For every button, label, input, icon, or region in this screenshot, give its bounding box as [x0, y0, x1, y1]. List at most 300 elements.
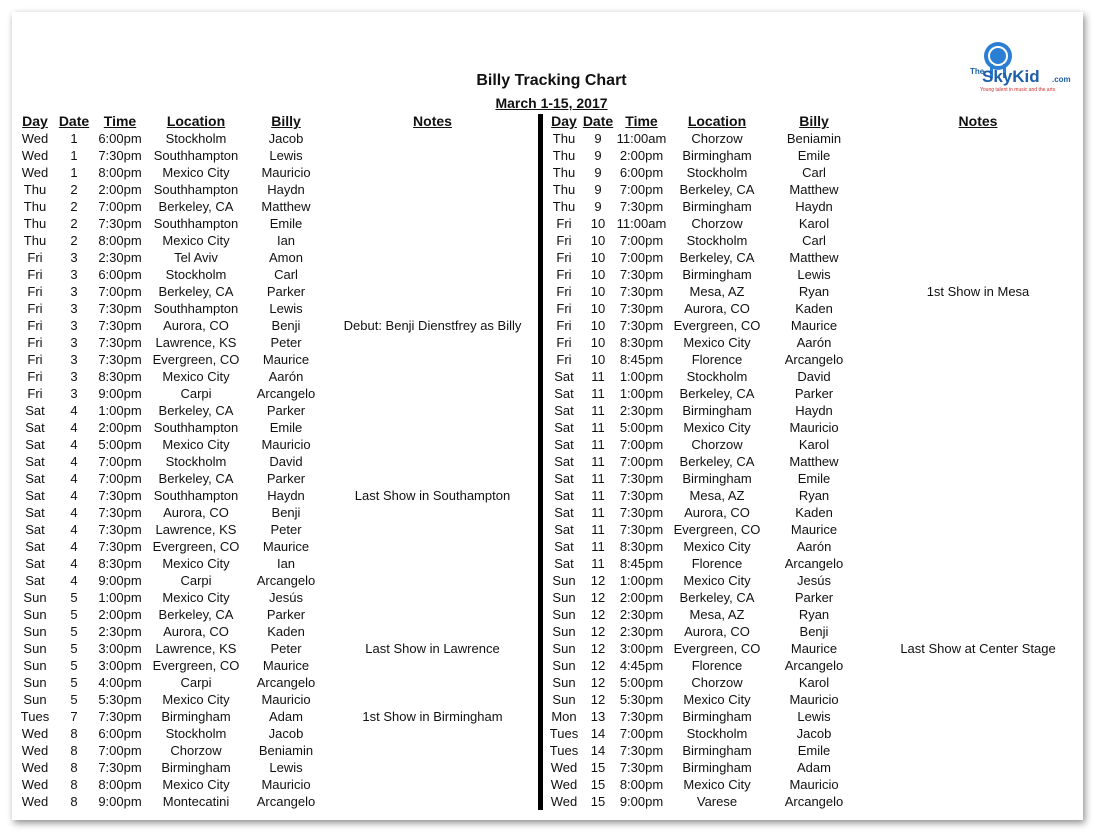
day-cell: Fri — [27, 352, 43, 367]
billy-cell: Benji — [271, 318, 301, 333]
time-cell: 7:30pm — [98, 148, 142, 163]
notes-cell — [325, 402, 540, 419]
notes-cell — [325, 164, 540, 181]
time-cell: 11:00am — [616, 216, 667, 231]
time-cell: 7:30pm — [98, 505, 142, 520]
left-header-date: Date — [58, 113, 90, 129]
billy-cell: Karol — [798, 437, 830, 452]
date-cell: 12 — [590, 607, 606, 622]
billy-cell: Beniamin — [786, 131, 842, 146]
location-cell: Mexico City — [162, 165, 230, 180]
date-cell: 8 — [70, 794, 78, 809]
location-cell: Mesa, AZ — [689, 488, 745, 503]
time-cell: 7:30pm — [619, 318, 664, 333]
day-cell: Sun — [552, 692, 576, 707]
time-cell: 5:00pm — [619, 420, 664, 435]
location-cell: Mexico City — [162, 777, 230, 792]
location-cell: Mexico City — [162, 590, 230, 605]
date-cell: 10 — [590, 250, 606, 265]
notes-cell — [873, 130, 1083, 147]
time-cell: 9:00pm — [98, 386, 142, 401]
day-cell: Fri — [556, 301, 572, 316]
time-cell: 2:30pm — [619, 624, 664, 639]
day-cell: Sat — [554, 505, 574, 520]
notes-cell — [873, 368, 1083, 385]
location-cell: Lawrence, KS — [155, 641, 237, 656]
day-cell: Tues — [20, 709, 50, 724]
billy-cell: Parker — [266, 607, 306, 622]
time-cell: 2:30pm — [98, 250, 142, 265]
date-cell: 11 — [591, 403, 605, 418]
notes-cell — [325, 742, 540, 759]
day-cell: Sat — [25, 522, 45, 537]
date-cell: 11 — [591, 454, 605, 469]
time-cell: 7:30pm — [98, 318, 142, 333]
notes-cell — [325, 606, 540, 623]
date-cell: 11 — [591, 488, 605, 503]
location-cell: Stockholm — [165, 131, 227, 146]
notes-cell — [325, 215, 540, 232]
time-cell: 7:00pm — [619, 233, 664, 248]
date-cell: 4 — [70, 488, 78, 503]
billy-cell: Mauricio — [261, 165, 311, 180]
billy-cell: Parker — [266, 471, 306, 486]
time-cell: 7:00pm — [98, 199, 142, 214]
location-cell: Stockholm — [686, 233, 748, 248]
notes-cell — [325, 504, 540, 521]
billy-cell: Emile — [269, 216, 303, 231]
day-cell: Sat — [554, 437, 574, 452]
billy-cell: Benji — [799, 624, 829, 639]
right-header-location: Location — [687, 113, 747, 129]
location-cell: Mexico City — [162, 556, 230, 571]
date-cell: 14 — [590, 726, 606, 741]
skykid-logo — [968, 38, 1076, 98]
location-cell: Southhampton — [153, 488, 239, 503]
notes-cell — [325, 198, 540, 215]
day-cell: Thu — [552, 199, 576, 214]
billy-cell: Karol — [798, 675, 830, 690]
notes-cell: Last Show in Southampton — [354, 488, 511, 503]
location-cell: Mexico City — [162, 692, 230, 707]
notes-cell: Debut: Benji Dienstfrey as Billy — [343, 318, 522, 333]
time-cell: 1:00pm — [98, 590, 142, 605]
notes-cell — [873, 436, 1083, 453]
billy-cell: Emile — [797, 743, 831, 758]
time-cell: 7:00pm — [619, 182, 664, 197]
billy-cell: Parker — [266, 403, 306, 418]
location-cell: Evergreen, CO — [673, 318, 761, 333]
time-cell: 7:00pm — [619, 437, 664, 452]
billy-cell: Kaden — [795, 505, 833, 520]
time-cell: 7:30pm — [619, 199, 664, 214]
time-cell: 2:30pm — [619, 607, 664, 622]
time-cell: 8:45pm — [619, 352, 664, 367]
billy-cell: Mauricio — [789, 692, 839, 707]
billy-cell: Parker — [266, 284, 306, 299]
billy-cell: Peter — [270, 641, 302, 656]
notes-cell — [873, 776, 1083, 793]
notes-cell — [873, 555, 1083, 572]
time-cell: 6:00pm — [619, 165, 664, 180]
time-cell: 8:30pm — [619, 335, 664, 350]
notes-cell — [873, 487, 1083, 504]
date-cell: 12 — [590, 641, 606, 656]
notes-cell — [325, 623, 540, 640]
date-cell: 8 — [70, 726, 78, 741]
billy-cell: Karol — [798, 216, 830, 231]
time-cell: 7:30pm — [619, 471, 664, 486]
right-header-date: Date — [582, 113, 614, 129]
date-cell: 10 — [590, 335, 606, 350]
date-cell: 1 — [70, 131, 78, 146]
notes-cell — [325, 232, 540, 249]
notes-cell — [325, 300, 540, 317]
date-cell: 2 — [70, 182, 78, 197]
day-cell: Sun — [23, 590, 47, 605]
date-cell: 10 — [590, 301, 606, 316]
time-cell: 2:00pm — [98, 607, 142, 622]
location-cell: Chorzow — [691, 216, 743, 231]
date-cell: 4 — [70, 573, 78, 588]
day-cell: Thu — [552, 165, 576, 180]
day-cell: Sat — [25, 505, 45, 520]
date-cell: 12 — [590, 675, 606, 690]
notes-cell — [325, 691, 540, 708]
location-cell: Chorzow — [691, 437, 743, 452]
time-cell: 8:00pm — [98, 777, 142, 792]
time-cell: 1:00pm — [619, 369, 664, 384]
day-cell: Sat — [554, 386, 574, 401]
location-cell: Aurora, CO — [163, 318, 229, 333]
notes-cell — [325, 249, 540, 266]
time-cell: 7:30pm — [98, 301, 142, 316]
billy-cell: Emile — [797, 148, 831, 163]
billy-cell: Jacob — [268, 131, 304, 146]
date-cell: 9 — [594, 131, 602, 146]
location-cell: Evergreen, CO — [673, 522, 761, 537]
notes-cell — [325, 725, 540, 742]
day-cell: Thu — [23, 216, 47, 231]
left-header-location: Location — [166, 113, 226, 129]
billy-cell: Emile — [269, 420, 303, 435]
billy-cell: Matthew — [261, 199, 311, 214]
notes-cell — [873, 793, 1083, 810]
date-cell: 4 — [70, 420, 78, 435]
billy-cell: Ian — [276, 556, 296, 571]
date-cell: 2 — [70, 216, 78, 231]
location-cell: Birmingham — [682, 760, 752, 775]
day-cell: Wed — [21, 743, 49, 758]
location-cell: Tel Aviv — [174, 250, 218, 265]
time-cell: 8:30pm — [98, 369, 142, 384]
notes-cell — [325, 283, 540, 300]
time-cell: 3:00pm — [98, 658, 142, 673]
time-cell: 6:00pm — [98, 726, 142, 741]
location-cell: Stockholm — [686, 726, 748, 741]
date-cell: 4 — [70, 505, 78, 520]
date-cell: 4 — [70, 403, 78, 418]
location-cell: Mexico City — [162, 233, 230, 248]
day-cell: Sat — [554, 556, 574, 571]
date-cell: 11 — [591, 505, 605, 520]
time-cell: 9:00pm — [98, 794, 142, 809]
date-cell: 9 — [594, 165, 602, 180]
notes-cell — [873, 385, 1083, 402]
notes-cell — [325, 266, 540, 283]
date-cell: 11 — [591, 556, 605, 571]
date-cell: 5 — [70, 624, 78, 639]
day-cell: Thu — [552, 182, 576, 197]
date-cell: 3 — [70, 301, 78, 316]
notes-cell: Last Show in Lawrence — [365, 641, 500, 656]
date-cell: 10 — [590, 352, 606, 367]
day-cell: Sun — [552, 607, 576, 622]
date-cell: 9 — [594, 148, 602, 163]
day-cell: Sun — [552, 573, 576, 588]
date-cell: 4 — [70, 437, 78, 452]
day-cell: Fri — [556, 284, 572, 299]
time-cell: 7:30pm — [98, 709, 142, 724]
date-cell: 10 — [590, 216, 606, 231]
notes-cell — [325, 130, 540, 147]
time-cell: 6:00pm — [98, 131, 142, 146]
location-cell: Mexico City — [683, 539, 751, 554]
time-cell: 7:30pm — [619, 743, 664, 758]
location-cell: Berkeley, CA — [158, 199, 234, 214]
date-cell: 2 — [70, 233, 78, 248]
billy-cell: Carl — [802, 165, 826, 180]
location-cell: Berkeley, CA — [679, 590, 755, 605]
date-cell: 4 — [70, 522, 78, 537]
time-cell: 7:30pm — [98, 488, 142, 503]
time-cell: 7:30pm — [619, 760, 664, 775]
date-cell: 5 — [70, 641, 78, 656]
time-cell: 5:00pm — [98, 437, 142, 452]
date-cell: 7 — [70, 709, 78, 724]
notes-cell: Last Show at Center Stage — [900, 641, 1056, 656]
billy-cell: Parker — [794, 590, 834, 605]
billy-cell: Maurice — [262, 539, 310, 554]
billy-cell: Lewis — [797, 709, 831, 724]
billy-cell: Jacob — [268, 726, 304, 741]
location-cell: Southhampton — [153, 301, 239, 316]
day-cell: Sat — [25, 420, 45, 435]
location-cell: Birmingham — [682, 403, 752, 418]
notes-cell — [325, 334, 540, 351]
day-cell: Wed — [21, 794, 49, 809]
time-cell: 7:30pm — [619, 301, 664, 316]
day-cell: Fri — [556, 318, 572, 333]
date-cell: 5 — [70, 675, 78, 690]
svg-text:Young talent in music and the: Young talent in music and the arts — [980, 87, 1056, 93]
notes-cell — [873, 181, 1083, 198]
notes-cell — [325, 436, 540, 453]
date-cell: 11 — [591, 420, 605, 435]
location-cell: Carpi — [180, 675, 212, 690]
location-cell: Stockholm — [686, 369, 748, 384]
time-cell: 7:30pm — [619, 267, 664, 282]
billy-cell: Lewis — [797, 267, 831, 282]
time-cell: 7:30pm — [619, 522, 664, 537]
notes-cell — [873, 266, 1083, 283]
date-cell: 14 — [590, 743, 606, 758]
billy-cell: Arcangelo — [784, 658, 844, 673]
notes-cell — [325, 521, 540, 538]
day-cell: Sat — [554, 454, 574, 469]
location-cell: Birmingham — [682, 199, 752, 214]
day-cell: Sat — [554, 471, 574, 486]
billy-cell: Aarón — [796, 335, 832, 350]
billy-cell: Adam — [797, 760, 831, 775]
date-cell: 3 — [70, 352, 78, 367]
notes-cell — [873, 453, 1083, 470]
date-cell: 12 — [590, 590, 606, 605]
location-cell: Mexico City — [683, 573, 751, 588]
date-cell: 10 — [590, 267, 606, 282]
notes-cell — [873, 504, 1083, 521]
date-cell: 15 — [590, 760, 606, 775]
location-cell: Southhampton — [153, 148, 239, 163]
day-cell: Fri — [27, 284, 43, 299]
notes-cell — [873, 317, 1083, 334]
location-cell: Berkeley, CA — [158, 284, 234, 299]
date-cell: 3 — [70, 284, 78, 299]
location-cell: Chorzow — [170, 743, 222, 758]
day-cell: Fri — [27, 335, 43, 350]
day-cell: Sat — [25, 488, 45, 503]
date-cell: 10 — [590, 318, 606, 333]
billy-cell: Maurice — [262, 352, 310, 367]
notes-cell: 1st Show in Birmingham — [362, 709, 503, 724]
billy-cell: Haydn — [795, 199, 833, 214]
time-cell: 7:30pm — [619, 505, 664, 520]
billy-cell: Mauricio — [261, 777, 311, 792]
time-cell: 1:00pm — [619, 386, 664, 401]
location-cell: Birmingham — [682, 148, 752, 163]
notes-cell — [873, 419, 1083, 436]
location-cell: Berkeley, CA — [679, 454, 755, 469]
location-cell: Stockholm — [165, 726, 227, 741]
notes-cell — [873, 725, 1083, 742]
billy-cell: Benji — [271, 505, 301, 520]
billy-cell: Maurice — [790, 641, 838, 656]
day-cell: Sun — [23, 692, 47, 707]
location-cell: Stockholm — [686, 165, 748, 180]
time-cell: 2:00pm — [98, 182, 142, 197]
notes-cell — [325, 470, 540, 487]
day-cell: Sat — [25, 454, 45, 469]
date-cell: 4 — [70, 471, 78, 486]
day-cell: Fri — [27, 386, 43, 401]
date-cell: 15 — [590, 794, 606, 809]
billy-cell: Mauricio — [261, 437, 311, 452]
date-cell: 9 — [594, 199, 602, 214]
location-cell: Birmingham — [682, 743, 752, 758]
notes-cell — [873, 147, 1083, 164]
notes-cell — [873, 589, 1083, 606]
location-cell: Florence — [691, 658, 743, 673]
time-cell: 5:00pm — [619, 675, 664, 690]
day-cell: Thu — [552, 131, 576, 146]
billy-cell: Lewis — [269, 148, 303, 163]
day-cell: Fri — [556, 233, 572, 248]
svg-text:.com: .com — [1052, 75, 1071, 84]
billy-cell: Arcangelo — [784, 352, 844, 367]
date-cell: 13 — [590, 709, 606, 724]
location-cell: Stockholm — [165, 454, 227, 469]
notes-cell — [873, 249, 1083, 266]
date-cell: 5 — [70, 658, 78, 673]
location-cell: Aurora, CO — [684, 624, 750, 639]
right-header-time: Time — [625, 113, 658, 129]
location-cell: Carpi — [180, 386, 212, 401]
time-cell: 7:30pm — [98, 539, 142, 554]
location-cell: Mexico City — [683, 692, 751, 707]
time-cell: 5:30pm — [98, 692, 142, 707]
billy-cell: Ian — [276, 233, 296, 248]
notes-cell — [873, 215, 1083, 232]
billy-cell: Peter — [270, 522, 302, 537]
time-cell: 2:00pm — [619, 148, 664, 163]
left-header-billy: Billy — [271, 113, 301, 129]
location-cell: Evergreen, CO — [152, 658, 240, 673]
notes-cell — [873, 572, 1083, 589]
day-cell: Sun — [552, 624, 576, 639]
time-cell: 7:30pm — [619, 709, 664, 724]
location-cell: Birmingham — [161, 760, 231, 775]
date-cell: 10 — [590, 233, 606, 248]
day-cell: Wed — [21, 148, 49, 163]
notes-cell — [873, 521, 1083, 538]
day-cell: Fri — [556, 335, 572, 350]
notes-cell — [873, 708, 1083, 725]
billy-cell: Carl — [802, 233, 826, 248]
location-cell: Mexico City — [683, 777, 751, 792]
date-cell: 12 — [590, 658, 606, 673]
billy-cell: Arcangelo — [256, 675, 316, 690]
billy-cell: Aarón — [268, 369, 304, 384]
billy-cell: Matthew — [789, 250, 839, 265]
day-cell: Sun — [23, 641, 47, 656]
time-cell: 7:30pm — [98, 522, 142, 537]
day-cell: Sat — [25, 556, 45, 571]
day-cell: Sat — [25, 539, 45, 554]
left-header-time: Time — [103, 113, 137, 129]
day-cell: Sun — [23, 675, 47, 690]
date-cell: 15 — [590, 777, 606, 792]
day-cell: Sun — [552, 675, 576, 690]
date-cell: 8 — [70, 760, 78, 775]
notes-cell — [325, 793, 540, 810]
date-cell: 11 — [591, 522, 605, 537]
time-cell: 7:00pm — [98, 743, 142, 758]
date-cell: 2 — [70, 199, 78, 214]
day-cell: Sat — [554, 539, 574, 554]
location-cell: Birmingham — [161, 709, 231, 724]
location-cell: Berkeley, CA — [679, 386, 755, 401]
svg-text:SkyKid: SkyKid — [982, 67, 1040, 86]
billy-cell: Ryan — [798, 284, 830, 299]
location-cell: Mexico City — [683, 335, 751, 350]
time-cell: 8:00pm — [98, 165, 142, 180]
location-cell: Mexico City — [162, 369, 230, 384]
notes-cell — [873, 164, 1083, 181]
day-cell: Sat — [554, 369, 574, 384]
time-cell: 7:30pm — [98, 216, 142, 231]
billy-cell: Emile — [797, 471, 831, 486]
day-cell: Wed — [21, 777, 49, 792]
